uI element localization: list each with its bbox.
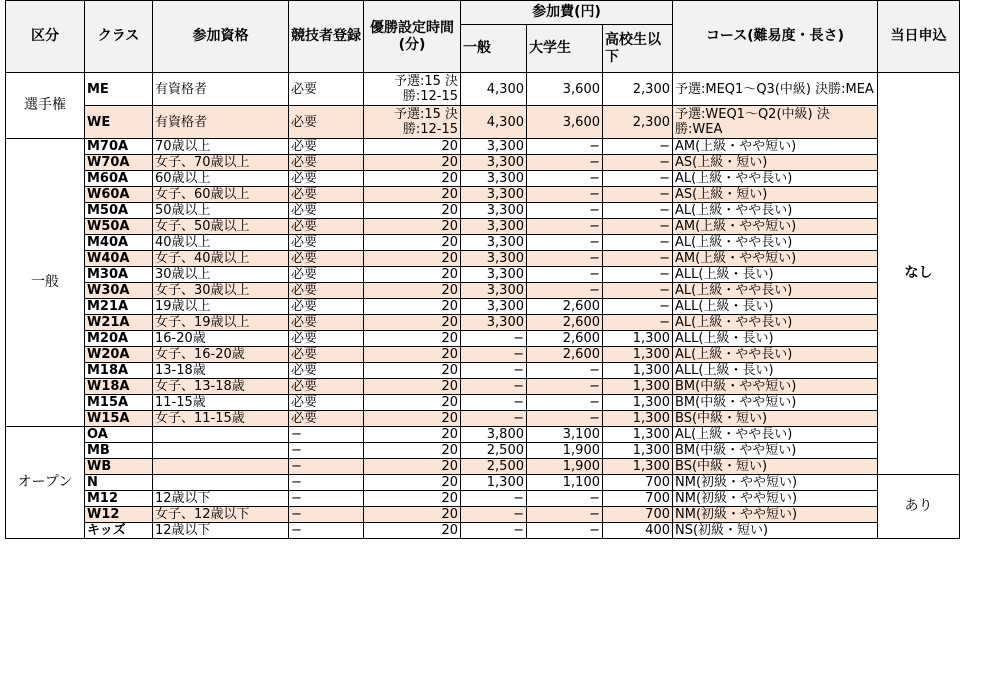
eligibility-cell [153, 427, 289, 443]
eligibility-cell: 女子、11-15歳 [153, 411, 289, 427]
fee-highschool-cell: − [603, 299, 673, 315]
fee-highschool-cell: − [603, 203, 673, 219]
fee-highschool-cell: 1,300 [603, 395, 673, 411]
course-cell: 予選:WEQ1〜Q2(中級) 決勝:WEA [673, 106, 878, 139]
course-cell: ALL(上級・長い) [673, 331, 878, 347]
course-cell: AM(上級・やや短い) [673, 139, 878, 155]
winning-time-cell: 予選:15 決勝:12-15 [364, 73, 461, 106]
table-row [6, 427, 960, 443]
header-same-day: 当日申込 [878, 1, 960, 73]
class-cell: W40A [85, 251, 153, 267]
registration-cell: 必要 [289, 395, 364, 411]
eligibility-cell: 女子、30歳以上 [153, 283, 289, 299]
table-row [6, 267, 960, 283]
winning-time-cell: 20 [364, 283, 461, 299]
class-cell: M70A [85, 139, 153, 155]
eligibility-cell: 女子、70歳以上 [153, 155, 289, 171]
class-cell: M40A [85, 235, 153, 251]
fee-university-cell: 3,600 [527, 73, 603, 106]
course-cell: BS(中級・短い) [673, 411, 878, 427]
fee-university-cell: − [527, 523, 603, 539]
class-cell: M21A [85, 299, 153, 315]
registration-cell: 必要 [289, 155, 364, 171]
course-cell: AL(上級・やや長い) [673, 283, 878, 299]
class-cell: WE [85, 106, 153, 139]
table-row [6, 235, 960, 251]
eligibility-cell: 女子、12歳以下 [153, 507, 289, 523]
registration-cell: 必要 [289, 331, 364, 347]
course-cell: AL(上級・やや長い) [673, 171, 878, 187]
class-cell: W12 [85, 507, 153, 523]
fee-university-cell: 3,600 [527, 106, 603, 139]
fee-university-cell: 3,100 [527, 427, 603, 443]
header-fee-general: 一般 [461, 25, 527, 73]
fee-highschool-cell: 1,300 [603, 459, 673, 475]
header-course: コース(難易度・長さ) [673, 1, 878, 73]
fee-university-cell: − [527, 379, 603, 395]
registration-cell: 必要 [289, 203, 364, 219]
table-row [6, 379, 960, 395]
entry-fee-table [5, 0, 960, 539]
eligibility-cell: 女子、50歳以上 [153, 219, 289, 235]
eligibility-cell: 女子、19歳以上 [153, 315, 289, 331]
registration-cell: − [289, 475, 364, 491]
table-row [6, 283, 960, 299]
registration-cell: 必要 [289, 379, 364, 395]
eligibility-cell [153, 443, 289, 459]
fee-university-cell: − [527, 491, 603, 507]
registration-cell: 必要 [289, 171, 364, 187]
winning-time-cell: 20 [364, 475, 461, 491]
winning-time-cell: 20 [364, 139, 461, 155]
fee-general-cell: 3,300 [461, 251, 527, 267]
table-row [6, 203, 960, 219]
fee-general-cell: − [461, 523, 527, 539]
class-cell: W21A [85, 315, 153, 331]
header-registration: 競技者登録 [289, 1, 364, 73]
course-cell: 予選:MEQ1〜Q3(中級) 決勝:MEA [673, 73, 878, 106]
course-cell: AS(上級・短い) [673, 187, 878, 203]
eligibility-cell [153, 475, 289, 491]
fee-university-cell: 2,600 [527, 299, 603, 315]
fee-university-cell: − [527, 139, 603, 155]
course-cell: ALL(上級・長い) [673, 363, 878, 379]
registration-cell: − [289, 443, 364, 459]
same-day-none: なし [878, 73, 960, 475]
fee-highschool-cell: 1,300 [603, 363, 673, 379]
table-row [6, 219, 960, 235]
fee-university-cell: 2,600 [527, 315, 603, 331]
fee-university-cell: − [527, 235, 603, 251]
eligibility-cell: 16-20歳 [153, 331, 289, 347]
course-cell: AL(上級・やや長い) [673, 427, 878, 443]
course-cell: ALL(上級・長い) [673, 267, 878, 283]
registration-cell: 必要 [289, 235, 364, 251]
fee-general-cell: − [461, 363, 527, 379]
same-day-available: あり [878, 475, 960, 539]
fee-highschool-cell: 1,300 [603, 427, 673, 443]
fee-general-cell: 3,300 [461, 155, 527, 171]
registration-cell: 必要 [289, 363, 364, 379]
eligibility-cell: 女子、40歳以上 [153, 251, 289, 267]
fee-university-cell: 1,900 [527, 459, 603, 475]
header-fee: 参加費(円) [461, 1, 673, 25]
fee-highschool-cell: − [603, 171, 673, 187]
course-cell: ALL(上級・長い) [673, 299, 878, 315]
header-winning-time: 優勝設定時間(分) [364, 1, 461, 73]
course-cell: NM(初級・やや短い) [673, 507, 878, 523]
winning-time-cell: 予選:15 決勝:12-15 [364, 106, 461, 139]
registration-cell: 必要 [289, 73, 364, 106]
registration-cell: − [289, 427, 364, 443]
fee-general-cell: − [461, 379, 527, 395]
eligibility-cell: 19歳以上 [153, 299, 289, 315]
eligibility-cell: 40歳以上 [153, 235, 289, 251]
class-cell: WB [85, 459, 153, 475]
fee-general-cell: 3,300 [461, 283, 527, 299]
table-row [6, 73, 960, 106]
course-cell: AL(上級・やや長い) [673, 315, 878, 331]
eligibility-cell: 30歳以上 [153, 267, 289, 283]
winning-time-cell: 20 [364, 443, 461, 459]
fee-general-cell: 3,300 [461, 139, 527, 155]
fee-highschool-cell: 1,300 [603, 331, 673, 347]
course-cell: AL(上級・やや長い) [673, 347, 878, 363]
class-cell: N [85, 475, 153, 491]
fee-highschool-cell: − [603, 267, 673, 283]
fee-general-cell: 1,300 [461, 475, 527, 491]
fee-highschool-cell: 2,300 [603, 106, 673, 139]
table-row [6, 395, 960, 411]
winning-time-cell: 20 [364, 379, 461, 395]
winning-time-cell: 20 [364, 411, 461, 427]
class-cell: W15A [85, 411, 153, 427]
winning-time-cell: 20 [364, 171, 461, 187]
fee-general-cell: 3,300 [461, 187, 527, 203]
fee-general-cell: − [461, 347, 527, 363]
class-cell: M30A [85, 267, 153, 283]
table-row [6, 459, 960, 475]
fee-general-cell: − [461, 411, 527, 427]
eligibility-cell: 60歳以上 [153, 171, 289, 187]
course-cell: BS(中級・短い) [673, 459, 878, 475]
winning-time-cell: 20 [364, 187, 461, 203]
fee-highschool-cell: 1,300 [603, 443, 673, 459]
table-row [6, 507, 960, 523]
class-cell: W30A [85, 283, 153, 299]
registration-cell: 必要 [289, 315, 364, 331]
registration-cell: 必要 [289, 187, 364, 203]
winning-time-cell: 20 [364, 203, 461, 219]
class-cell: W20A [85, 347, 153, 363]
fee-university-cell: − [527, 251, 603, 267]
class-cell: M12 [85, 491, 153, 507]
fee-general-cell: 3,300 [461, 203, 527, 219]
registration-cell: 必要 [289, 411, 364, 427]
eligibility-cell: 女子、16-20歳 [153, 347, 289, 363]
winning-time-cell: 20 [364, 299, 461, 315]
table-row [6, 523, 960, 539]
course-cell: AM(上級・やや短い) [673, 219, 878, 235]
fee-university-cell: − [527, 363, 603, 379]
course-cell: NM(初級・やや短い) [673, 491, 878, 507]
table-row [6, 299, 960, 315]
fee-general-cell: 2,500 [461, 443, 527, 459]
fee-highschool-cell: 1,300 [603, 347, 673, 363]
fee-university-cell: − [527, 203, 603, 219]
fee-highschool-cell: − [603, 187, 673, 203]
registration-cell: − [289, 491, 364, 507]
fee-general-cell: 4,300 [461, 106, 527, 139]
table-row [6, 347, 960, 363]
fee-university-cell: − [527, 507, 603, 523]
fee-general-cell: − [461, 491, 527, 507]
division-open: オープン [6, 427, 85, 539]
fee-highschool-cell: − [603, 283, 673, 299]
fee-highschool-cell: 1,300 [603, 379, 673, 395]
fee-general-cell: − [461, 331, 527, 347]
table-row [6, 491, 960, 507]
course-cell: AL(上級・やや長い) [673, 235, 878, 251]
table-row [6, 443, 960, 459]
registration-cell: 必要 [289, 299, 364, 315]
fee-highschool-cell: 700 [603, 491, 673, 507]
division-championship: 選手権 [6, 73, 85, 139]
table-row [6, 331, 960, 347]
fee-university-cell: 1,900 [527, 443, 603, 459]
fee-highschool-cell: − [603, 139, 673, 155]
registration-cell: 必要 [289, 347, 364, 363]
registration-cell: 必要 [289, 251, 364, 267]
fee-general-cell: − [461, 395, 527, 411]
table-row [6, 475, 960, 491]
course-cell: NM(初級・やや短い) [673, 475, 878, 491]
eligibility-cell: 有資格者 [153, 73, 289, 106]
fee-general-cell: 2,500 [461, 459, 527, 475]
fee-university-cell: − [527, 283, 603, 299]
table-row [6, 155, 960, 171]
winning-time-cell: 20 [364, 395, 461, 411]
fee-highschool-cell: 1,300 [603, 411, 673, 427]
class-cell: M18A [85, 363, 153, 379]
fee-university-cell: − [527, 411, 603, 427]
winning-time-cell: 20 [364, 347, 461, 363]
eligibility-cell: 11-15歳 [153, 395, 289, 411]
fee-highschool-cell: − [603, 219, 673, 235]
course-cell: AL(上級・やや長い) [673, 203, 878, 219]
class-cell: キッズ [85, 523, 153, 539]
eligibility-cell: 有資格者 [153, 106, 289, 139]
class-cell: ME [85, 73, 153, 106]
class-cell: W70A [85, 155, 153, 171]
fee-university-cell: 2,600 [527, 331, 603, 347]
fee-general-cell: 3,300 [461, 219, 527, 235]
course-cell: BM(中級・やや短い) [673, 379, 878, 395]
table-row [6, 315, 960, 331]
fee-university-cell: − [527, 395, 603, 411]
header-division: 区分 [6, 1, 85, 73]
fee-university-cell: 1,100 [527, 475, 603, 491]
class-cell: M20A [85, 331, 153, 347]
eligibility-cell: 70歳以上 [153, 139, 289, 155]
fee-highschool-cell: 700 [603, 475, 673, 491]
fee-highschool-cell: − [603, 235, 673, 251]
table-row [6, 139, 960, 155]
table-row [6, 171, 960, 187]
winning-time-cell: 20 [364, 459, 461, 475]
fee-university-cell: − [527, 219, 603, 235]
fee-general-cell: 3,300 [461, 299, 527, 315]
fee-general-cell: 3,300 [461, 171, 527, 187]
fee-highschool-cell: − [603, 251, 673, 267]
table-body [6, 73, 960, 539]
class-cell: M15A [85, 395, 153, 411]
header-class: クラス [85, 1, 153, 73]
fee-university-cell: − [527, 155, 603, 171]
fee-highschool-cell: 2,300 [603, 73, 673, 106]
fee-general-cell: 3,300 [461, 267, 527, 283]
table-row [6, 251, 960, 267]
eligibility-cell: 12歳以下 [153, 491, 289, 507]
class-cell: OA [85, 427, 153, 443]
registration-cell: 必要 [289, 267, 364, 283]
class-cell: M60A [85, 171, 153, 187]
table-row [6, 106, 960, 139]
course-cell: AM(上級・やや短い) [673, 251, 878, 267]
header-fee-highschool: 高校生以下 [603, 25, 673, 73]
eligibility-cell: 12歳以下 [153, 523, 289, 539]
registration-cell: − [289, 523, 364, 539]
winning-time-cell: 20 [364, 363, 461, 379]
fee-highschool-cell: − [603, 155, 673, 171]
winning-time-cell: 20 [364, 315, 461, 331]
fee-general-cell: 4,300 [461, 73, 527, 106]
fee-general-cell: 3,300 [461, 235, 527, 251]
winning-time-cell: 20 [364, 491, 461, 507]
course-cell: NS(初級・短い) [673, 523, 878, 539]
winning-time-cell: 20 [364, 267, 461, 283]
table-row [6, 411, 960, 427]
header-fee-university: 大学生 [527, 25, 603, 73]
fee-highschool-cell: 400 [603, 523, 673, 539]
winning-time-cell: 20 [364, 219, 461, 235]
course-cell: AS(上級・短い) [673, 155, 878, 171]
class-cell: MB [85, 443, 153, 459]
winning-time-cell: 20 [364, 235, 461, 251]
table-row [6, 363, 960, 379]
division-general: 一般 [6, 139, 85, 427]
winning-time-cell: 20 [364, 251, 461, 267]
fee-general-cell: 3,800 [461, 427, 527, 443]
class-cell: W50A [85, 219, 153, 235]
winning-time-cell: 20 [364, 427, 461, 443]
eligibility-cell [153, 459, 289, 475]
winning-time-cell: 20 [364, 155, 461, 171]
winning-time-cell: 20 [364, 523, 461, 539]
class-cell: M50A [85, 203, 153, 219]
registration-cell: 必要 [289, 283, 364, 299]
fee-university-cell: 2,600 [527, 347, 603, 363]
eligibility-cell: 50歳以上 [153, 203, 289, 219]
fee-general-cell: 3,300 [461, 315, 527, 331]
fee-university-cell: − [527, 267, 603, 283]
fee-university-cell: − [527, 187, 603, 203]
fee-university-cell: − [527, 171, 603, 187]
winning-time-cell: 20 [364, 507, 461, 523]
registration-cell: 必要 [289, 219, 364, 235]
table-row [6, 187, 960, 203]
course-cell: BM(中級・やや短い) [673, 395, 878, 411]
eligibility-cell: 13-18歳 [153, 363, 289, 379]
eligibility-cell: 女子、60歳以上 [153, 187, 289, 203]
course-cell: BM(中級・やや短い) [673, 443, 878, 459]
fee-general-cell: − [461, 507, 527, 523]
winning-time-cell: 20 [364, 331, 461, 347]
registration-cell: − [289, 459, 364, 475]
header-eligibility: 参加資格 [153, 1, 289, 73]
registration-cell: 必要 [289, 139, 364, 155]
registration-cell: − [289, 507, 364, 523]
class-cell: W60A [85, 187, 153, 203]
fee-highschool-cell: − [603, 315, 673, 331]
eligibility-cell: 女子、13-18歳 [153, 379, 289, 395]
registration-cell: 必要 [289, 106, 364, 139]
class-cell: W18A [85, 379, 153, 395]
fee-highschool-cell: 700 [603, 507, 673, 523]
